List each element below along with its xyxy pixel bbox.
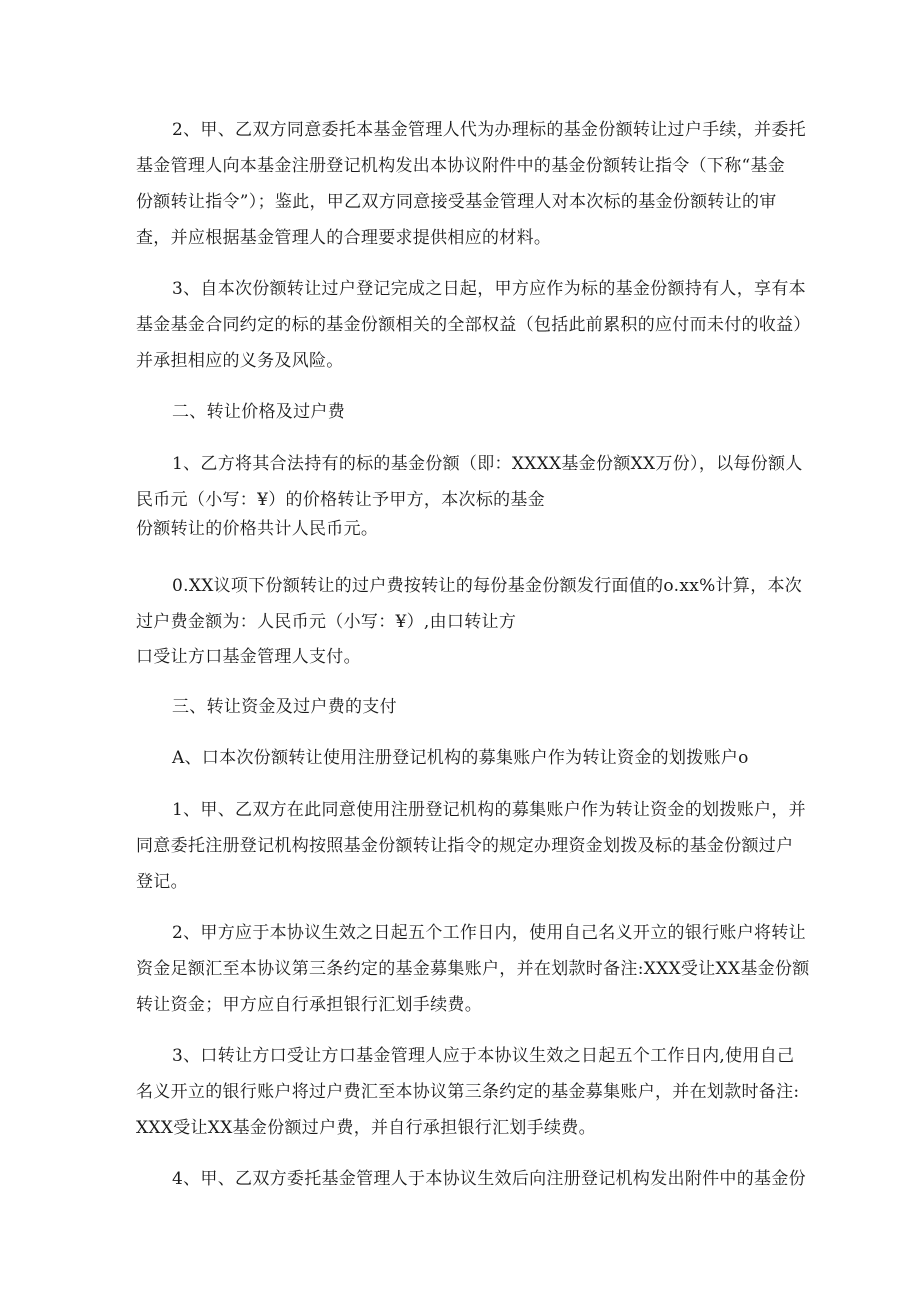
paragraph-3-line-3: 并承担相应的义务及风险。 (136, 351, 344, 371)
payment-paragraph-1-line-2: 同意委托注册登记机构按照基金份额转让指令的规定办理资金划拨及标的基金份额过户 (136, 836, 794, 856)
fee-paragraph-line-3: 口受让方口基金管理人支付。 (136, 647, 361, 667)
payment-paragraph-3-line-2: 名义开立的银行账户将过户费汇至本协议第三条约定的基金募集账户，并在划款时备注: (136, 1082, 800, 1102)
paragraph-2-line-1: 2、甲、乙双方同意委托本基金管理人代为办理标的基金份额转让过户手续，并委托 (172, 120, 806, 140)
fee-paragraph-line-1: 0.XX议项下份额转让的过户费按转让的每份基金份额发行面值的o.xx%计算，本次 (172, 576, 803, 596)
payment-paragraph-2-line-2: 资金足额汇至本协议第三条约定的基金募集账户，并在划款时备注:XXX受让XX基金份额 (136, 959, 810, 979)
paragraph-2-line-3: 份额转让指令”）；鉴此，甲乙双方同意接受基金管理人对本次标的基金份额转让的审 (136, 192, 777, 212)
paragraph-3-line-1: 3、自本次份额转让过户登记完成之日起，甲方应作为标的基金份额持有人，享有本 (172, 279, 806, 299)
payment-paragraph-2-line-3: 转让资金；甲方应自行承担银行汇划手续费。 (136, 995, 482, 1015)
paragraph-2-line-4: 查，并应根据基金管理人的合理要求提供相应的材料。 (136, 228, 552, 248)
payment-paragraph-3-line-1: 3、口转让方口受让方口基金管理人应于本协议生效之日起五个工作日内,使用自己 (172, 1046, 795, 1066)
price-paragraph-line-2: 民币元（小写：¥）的价格转让予甲方，本次标的基金 (136, 490, 546, 510)
paragraph-2-line-2: 基金管理人向本基金注册登记机构发出本协议附件中的基金份额转让指令（下称“基金 (136, 156, 786, 176)
fee-paragraph-line-2: 过户费金额为：人民币元（小写：¥）,由口转让方 (136, 612, 517, 632)
payment-paragraph-2-line-1: 2、甲方应于本协议生效之日起五个工作日内，使用自己名义开立的银行账户将转让 (172, 923, 806, 943)
section-heading-2: 二、转让价格及过户费 (172, 402, 345, 422)
section-heading-3: 三、转让资金及过户费的支付 (172, 697, 397, 717)
paragraph-3-line-2: 基金基金合同约定的标的基金份额相关的全部权益（包括此前累积的应付而未付的收益） (136, 315, 811, 335)
option-a-paragraph: A、口本次份额转让使用注册登记机构的募集账户作为转让资金的划拨账户o (172, 748, 749, 768)
price-paragraph-line-3: 份额转让的价格共计人民币元。 (136, 519, 379, 539)
price-paragraph-line-1: 1、乙方将其合法持有的标的基金份额（即：XXXX基金份额XX万份），以每份额人 (172, 454, 803, 474)
payment-paragraph-3-line-3: XXX受让XX基金份额过户费，并自行承担银行汇划手续费。 (136, 1118, 596, 1138)
payment-paragraph-1-line-1: 1、甲、乙双方在此同意使用注册登记机构的募集账户作为转让资金的划拨账户，并 (172, 800, 806, 820)
payment-paragraph-1-line-3: 登记。 (136, 872, 188, 892)
payment-paragraph-4-line-1: 4、甲、乙双方委托基金管理人于本协议生效后向注册登记机构发出附件中的基金份 (172, 1169, 806, 1189)
